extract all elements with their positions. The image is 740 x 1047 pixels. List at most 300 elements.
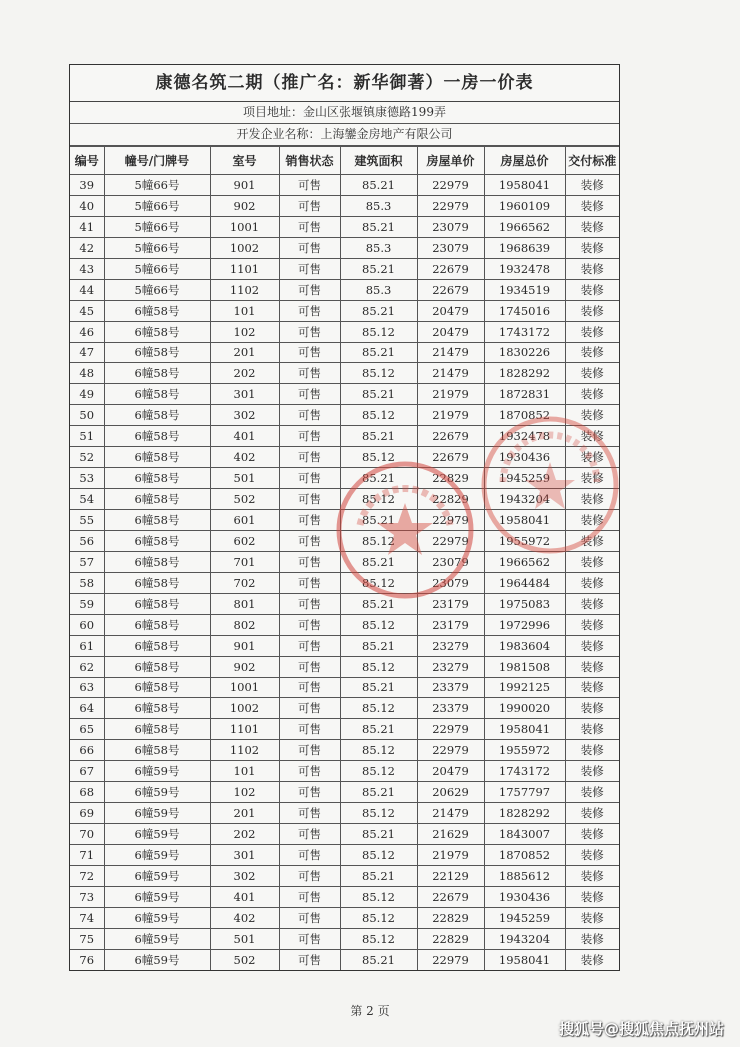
- building-door-cell: 6幢59号: [104, 824, 210, 845]
- delivery-standard-cell: 装修: [565, 928, 619, 949]
- building-door-cell: 6幢59号: [104, 865, 210, 886]
- column-header: 房屋总价: [484, 147, 565, 175]
- unit-price-cell: 22129: [417, 865, 484, 886]
- total-price-cell: 1972996: [484, 614, 565, 635]
- building-door-cell: 6幢58号: [104, 677, 210, 698]
- unit-price-cell: 23279: [417, 656, 484, 677]
- row-number-cell: 54: [70, 489, 104, 510]
- sale-status-cell: 可售: [279, 740, 340, 761]
- area-cell: 85.3: [340, 237, 417, 258]
- area-cell: 85.12: [340, 698, 417, 719]
- row-number-cell: 44: [70, 279, 104, 300]
- building-door-cell: 6幢58号: [104, 300, 210, 321]
- room-cell: 201: [210, 342, 279, 363]
- total-price-cell: 1966562: [484, 216, 565, 237]
- room-cell: 201: [210, 803, 279, 824]
- sale-status-cell: 可售: [279, 803, 340, 824]
- area-cell: 85.12: [340, 572, 417, 593]
- building-door-cell: 6幢58号: [104, 321, 210, 342]
- row-number-cell: 49: [70, 384, 104, 405]
- sale-status-cell: 可售: [279, 510, 340, 531]
- sale-status-cell: 可售: [279, 907, 340, 928]
- total-price-cell: 1870852: [484, 405, 565, 426]
- row-number-cell: 41: [70, 216, 104, 237]
- room-cell: 1001: [210, 677, 279, 698]
- unit-price-cell: 22679: [417, 886, 484, 907]
- delivery-standard-cell: 装修: [565, 677, 619, 698]
- delivery-standard-cell: 装修: [565, 216, 619, 237]
- sale-status-cell: 可售: [279, 530, 340, 551]
- delivery-standard-cell: 装修: [565, 195, 619, 216]
- building-door-cell: 6幢59号: [104, 928, 210, 949]
- delivery-standard-cell: 装修: [565, 949, 619, 969]
- row-number-cell: 53: [70, 468, 104, 489]
- table-row: [70, 656, 619, 677]
- building-door-cell: 6幢59号: [104, 803, 210, 824]
- table-row: [70, 698, 619, 719]
- unit-price-cell: 20629: [417, 782, 484, 803]
- row-number-cell: 58: [70, 572, 104, 593]
- sale-status-cell: 可售: [279, 949, 340, 969]
- building-door-cell: 6幢59号: [104, 845, 210, 866]
- area-cell: 85.12: [340, 740, 417, 761]
- unit-price-cell: 22829: [417, 928, 484, 949]
- source-watermark: 搜狐号@搜狐焦点抚州站: [558, 1020, 724, 1038]
- sale-status-cell: 可售: [279, 363, 340, 384]
- sale-status-cell: 可售: [279, 761, 340, 782]
- unit-price-cell: 21979: [417, 384, 484, 405]
- room-cell: 901: [210, 175, 279, 196]
- sale-status-cell: 可售: [279, 195, 340, 216]
- room-cell: 301: [210, 384, 279, 405]
- total-price-cell: 1992125: [484, 677, 565, 698]
- column-header: 销售状态: [279, 147, 340, 175]
- sale-status-cell: 可售: [279, 614, 340, 635]
- total-price-cell: 1966562: [484, 551, 565, 572]
- sale-status-cell: 可售: [279, 279, 340, 300]
- delivery-standard-cell: 装修: [565, 907, 619, 928]
- unit-price-cell: 23379: [417, 677, 484, 698]
- sale-status-cell: 可售: [279, 489, 340, 510]
- room-cell: 802: [210, 614, 279, 635]
- table-row: [70, 865, 619, 886]
- unit-price-cell: 21479: [417, 363, 484, 384]
- building-door-cell: 6幢58号: [104, 405, 210, 426]
- room-cell: 202: [210, 824, 279, 845]
- table-row: [70, 216, 619, 237]
- area-cell: 85.21: [340, 949, 417, 969]
- developer-name: 开发企业名称：上海鑾金房地产有限公司: [70, 124, 619, 146]
- table-row: [70, 824, 619, 845]
- row-number-cell: 62: [70, 656, 104, 677]
- table-row: [70, 886, 619, 907]
- building-door-cell: 6幢58号: [104, 342, 210, 363]
- delivery-standard-cell: 装修: [565, 175, 619, 196]
- area-cell: 85.12: [340, 761, 417, 782]
- total-price-cell: 1958041: [484, 719, 565, 740]
- unit-price-cell: 22979: [417, 510, 484, 531]
- delivery-standard-cell: 装修: [565, 384, 619, 405]
- building-door-cell: 6幢58号: [104, 635, 210, 656]
- area-cell: 85.21: [340, 510, 417, 531]
- row-number-cell: 57: [70, 551, 104, 572]
- area-cell: 85.3: [340, 195, 417, 216]
- building-door-cell: 6幢58号: [104, 698, 210, 719]
- total-price-cell: 1955972: [484, 530, 565, 551]
- row-number-cell: 76: [70, 949, 104, 969]
- table-row: [70, 593, 619, 614]
- building-door-cell: 5幢66号: [104, 195, 210, 216]
- building-door-cell: 6幢58号: [104, 740, 210, 761]
- total-price-cell: 1828292: [484, 363, 565, 384]
- total-price-cell: 1934519: [484, 279, 565, 300]
- delivery-standard-cell: 装修: [565, 886, 619, 907]
- table-row: [70, 782, 619, 803]
- total-price-cell: 1870852: [484, 845, 565, 866]
- table-row: [70, 321, 619, 342]
- table-row: [70, 447, 619, 468]
- delivery-standard-cell: 装修: [565, 321, 619, 342]
- room-cell: 1102: [210, 740, 279, 761]
- sale-status-cell: 可售: [279, 698, 340, 719]
- room-cell: 402: [210, 907, 279, 928]
- row-number-cell: 70: [70, 824, 104, 845]
- sale-status-cell: 可售: [279, 447, 340, 468]
- row-number-cell: 40: [70, 195, 104, 216]
- building-door-cell: 6幢58号: [104, 510, 210, 531]
- total-price-cell: 1958041: [484, 510, 565, 531]
- room-cell: 101: [210, 761, 279, 782]
- unit-price-cell: 22829: [417, 489, 484, 510]
- room-cell: 202: [210, 363, 279, 384]
- area-cell: 85.21: [340, 342, 417, 363]
- delivery-standard-cell: 装修: [565, 405, 619, 426]
- table-row: [70, 426, 619, 447]
- sale-status-cell: 可售: [279, 824, 340, 845]
- total-price-cell: 1930436: [484, 886, 565, 907]
- sale-status-cell: 可售: [279, 782, 340, 803]
- total-price-cell: 1757797: [484, 782, 565, 803]
- unit-price-cell: 22979: [417, 195, 484, 216]
- column-header: 交付标准: [565, 147, 619, 175]
- row-number-cell: 72: [70, 865, 104, 886]
- row-number-cell: 50: [70, 405, 104, 426]
- table-row: [70, 530, 619, 551]
- unit-price-cell: 23279: [417, 635, 484, 656]
- unit-price-cell: 21479: [417, 803, 484, 824]
- unit-price-cell: 23079: [417, 216, 484, 237]
- total-price-cell: 1945259: [484, 907, 565, 928]
- building-door-cell: 5幢66号: [104, 258, 210, 279]
- table-row: [70, 677, 619, 698]
- total-price-cell: 1828292: [484, 803, 565, 824]
- sale-status-cell: 可售: [279, 300, 340, 321]
- column-header: 室号: [210, 147, 279, 175]
- delivery-standard-cell: 装修: [565, 363, 619, 384]
- row-number-cell: 69: [70, 803, 104, 824]
- delivery-standard-cell: 装修: [565, 845, 619, 866]
- area-cell: 85.21: [340, 635, 417, 656]
- total-price-cell: 1968639: [484, 237, 565, 258]
- delivery-standard-cell: 装修: [565, 300, 619, 321]
- building-door-cell: 6幢58号: [104, 719, 210, 740]
- building-door-cell: 6幢58号: [104, 551, 210, 572]
- unit-price-cell: 20479: [417, 300, 484, 321]
- sale-status-cell: 可售: [279, 865, 340, 886]
- total-price-cell: 1975083: [484, 593, 565, 614]
- column-header: 建筑面积: [340, 147, 417, 175]
- building-door-cell: 6幢58号: [104, 426, 210, 447]
- row-number-cell: 68: [70, 782, 104, 803]
- unit-price-cell: 22679: [417, 447, 484, 468]
- unit-price-cell: 20479: [417, 761, 484, 782]
- total-price-cell: 1745016: [484, 300, 565, 321]
- column-header: 幢号/门牌号: [104, 147, 210, 175]
- row-number-cell: 61: [70, 635, 104, 656]
- row-number-cell: 66: [70, 740, 104, 761]
- column-header: 编号: [70, 147, 104, 175]
- row-number-cell: 46: [70, 321, 104, 342]
- table-row: [70, 845, 619, 866]
- delivery-standard-cell: 装修: [565, 342, 619, 363]
- total-price-cell: 1958041: [484, 949, 565, 969]
- row-number-cell: 55: [70, 510, 104, 531]
- sale-status-cell: 可售: [279, 384, 340, 405]
- delivery-standard-cell: 装修: [565, 551, 619, 572]
- row-number-cell: 65: [70, 719, 104, 740]
- table-body: [70, 175, 619, 970]
- table-row: [70, 175, 619, 196]
- row-number-cell: 64: [70, 698, 104, 719]
- total-price-cell: 1960109: [484, 195, 565, 216]
- room-cell: 1101: [210, 719, 279, 740]
- area-cell: 85.12: [340, 614, 417, 635]
- table-row: [70, 949, 619, 969]
- table-row: [70, 907, 619, 928]
- delivery-standard-cell: 装修: [565, 740, 619, 761]
- room-cell: 402: [210, 447, 279, 468]
- area-cell: 85.3: [340, 279, 417, 300]
- unit-price-cell: 22979: [417, 530, 484, 551]
- building-door-cell: 6幢58号: [104, 530, 210, 551]
- area-cell: 85.21: [340, 216, 417, 237]
- table-row: [70, 572, 619, 593]
- sale-status-cell: 可售: [279, 237, 340, 258]
- delivery-standard-cell: 装修: [565, 824, 619, 845]
- room-cell: 102: [210, 321, 279, 342]
- delivery-standard-cell: 装修: [565, 468, 619, 489]
- delivery-standard-cell: 装修: [565, 865, 619, 886]
- unit-price-cell: 21979: [417, 845, 484, 866]
- total-price-cell: 1830226: [484, 342, 565, 363]
- delivery-standard-cell: 装修: [565, 635, 619, 656]
- delivery-standard-cell: 装修: [565, 426, 619, 447]
- table-row: [70, 342, 619, 363]
- sale-status-cell: 可售: [279, 928, 340, 949]
- unit-price-cell: 22979: [417, 175, 484, 196]
- room-cell: 601: [210, 510, 279, 531]
- table-row: [70, 300, 619, 321]
- unit-price-cell: 23379: [417, 698, 484, 719]
- building-door-cell: 6幢58号: [104, 363, 210, 384]
- document-title: 康德名筑二期（推广名：新华御著）一房一价表: [70, 65, 619, 102]
- total-price-cell: 1932478: [484, 258, 565, 279]
- total-price-cell: 1943204: [484, 489, 565, 510]
- total-price-cell: 1981508: [484, 656, 565, 677]
- row-number-cell: 75: [70, 928, 104, 949]
- sale-status-cell: 可售: [279, 551, 340, 572]
- total-price-cell: 1955972: [484, 740, 565, 761]
- delivery-standard-cell: 装修: [565, 510, 619, 531]
- table-row: [70, 635, 619, 656]
- room-cell: 1101: [210, 258, 279, 279]
- room-cell: 101: [210, 300, 279, 321]
- unit-price-cell: 23079: [417, 237, 484, 258]
- sale-status-cell: 可售: [279, 845, 340, 866]
- unit-price-cell: 23079: [417, 551, 484, 572]
- room-cell: 501: [210, 928, 279, 949]
- delivery-standard-cell: 装修: [565, 698, 619, 719]
- building-door-cell: 6幢58号: [104, 384, 210, 405]
- unit-price-cell: 22979: [417, 740, 484, 761]
- sale-status-cell: 可售: [279, 677, 340, 698]
- area-cell: 85.21: [340, 175, 417, 196]
- area-cell: 85.21: [340, 677, 417, 698]
- area-cell: 85.12: [340, 803, 417, 824]
- total-price-cell: 1885612: [484, 865, 565, 886]
- room-cell: 401: [210, 886, 279, 907]
- building-door-cell: 6幢59号: [104, 886, 210, 907]
- room-cell: 902: [210, 195, 279, 216]
- unit-price-cell: 22829: [417, 468, 484, 489]
- row-number-cell: 48: [70, 363, 104, 384]
- unit-price-cell: 22679: [417, 426, 484, 447]
- sale-status-cell: 可售: [279, 656, 340, 677]
- area-cell: 85.21: [340, 300, 417, 321]
- room-cell: 602: [210, 530, 279, 551]
- project-address: 项目地址：金山区张堰镇康德路199弄: [70, 102, 619, 124]
- area-cell: 85.12: [340, 447, 417, 468]
- table-row: [70, 384, 619, 405]
- area-cell: 85.12: [340, 656, 417, 677]
- unit-price-cell: 21629: [417, 824, 484, 845]
- building-door-cell: 5幢66号: [104, 216, 210, 237]
- building-door-cell: 6幢59号: [104, 907, 210, 928]
- unit-price-cell: 21979: [417, 405, 484, 426]
- building-door-cell: 6幢58号: [104, 572, 210, 593]
- table-header-row: [70, 147, 619, 175]
- room-cell: 801: [210, 593, 279, 614]
- sale-status-cell: 可售: [279, 321, 340, 342]
- delivery-standard-cell: 装修: [565, 593, 619, 614]
- table-row: [70, 363, 619, 384]
- room-cell: 502: [210, 489, 279, 510]
- sale-status-cell: 可售: [279, 426, 340, 447]
- room-cell: 901: [210, 635, 279, 656]
- unit-price-cell: 23179: [417, 614, 484, 635]
- row-number-cell: 67: [70, 761, 104, 782]
- building-door-cell: 6幢59号: [104, 949, 210, 969]
- delivery-standard-cell: 装修: [565, 279, 619, 300]
- unit-price-cell: 22979: [417, 949, 484, 969]
- row-number-cell: 43: [70, 258, 104, 279]
- room-cell: 701: [210, 551, 279, 572]
- delivery-standard-cell: 装修: [565, 447, 619, 468]
- area-cell: 85.21: [340, 551, 417, 572]
- page-number: 第 2 页: [350, 1004, 390, 1018]
- total-price-cell: 1932478: [484, 426, 565, 447]
- unit-price-cell: 20479: [417, 321, 484, 342]
- table-row: [70, 195, 619, 216]
- total-price-cell: 1943204: [484, 928, 565, 949]
- row-number-cell: 59: [70, 593, 104, 614]
- row-number-cell: 42: [70, 237, 104, 258]
- area-cell: 85.12: [340, 845, 417, 866]
- total-price-cell: 1964484: [484, 572, 565, 593]
- area-cell: 85.21: [340, 593, 417, 614]
- room-cell: 501: [210, 468, 279, 489]
- delivery-standard-cell: 装修: [565, 572, 619, 593]
- row-number-cell: 71: [70, 845, 104, 866]
- column-header: 房屋单价: [417, 147, 484, 175]
- area-cell: 85.21: [340, 824, 417, 845]
- building-door-cell: 6幢58号: [104, 656, 210, 677]
- sale-status-cell: 可售: [279, 468, 340, 489]
- room-cell: 301: [210, 845, 279, 866]
- room-cell: 702: [210, 572, 279, 593]
- total-price-cell: 1872831: [484, 384, 565, 405]
- building-door-cell: 6幢59号: [104, 761, 210, 782]
- room-cell: 102: [210, 782, 279, 803]
- room-cell: 302: [210, 405, 279, 426]
- delivery-standard-cell: 装修: [565, 803, 619, 824]
- unit-price-cell: 21479: [417, 342, 484, 363]
- table-row: [70, 405, 619, 426]
- table-row: [70, 803, 619, 824]
- room-cell: 1002: [210, 237, 279, 258]
- area-cell: 85.12: [340, 907, 417, 928]
- delivery-standard-cell: 装修: [565, 719, 619, 740]
- area-cell: 85.21: [340, 719, 417, 740]
- room-cell: 1102: [210, 279, 279, 300]
- total-price-cell: 1990020: [484, 698, 565, 719]
- table-row: [70, 237, 619, 258]
- total-price-cell: 1958041: [484, 175, 565, 196]
- row-number-cell: 51: [70, 426, 104, 447]
- unit-price-cell: 22679: [417, 279, 484, 300]
- sale-status-cell: 可售: [279, 593, 340, 614]
- row-number-cell: 73: [70, 886, 104, 907]
- table-row: [70, 551, 619, 572]
- delivery-standard-cell: 装修: [565, 258, 619, 279]
- delivery-standard-cell: 装修: [565, 530, 619, 551]
- area-cell: 85.21: [340, 865, 417, 886]
- area-cell: 85.12: [340, 530, 417, 551]
- total-price-cell: 1743172: [484, 321, 565, 342]
- area-cell: 85.21: [340, 426, 417, 447]
- sale-status-cell: 可售: [279, 886, 340, 907]
- area-cell: 85.12: [340, 886, 417, 907]
- room-cell: 1002: [210, 698, 279, 719]
- delivery-standard-cell: 装修: [565, 237, 619, 258]
- area-cell: 85.12: [340, 489, 417, 510]
- building-door-cell: 6幢58号: [104, 468, 210, 489]
- table-row: [70, 279, 619, 300]
- table-row: [70, 719, 619, 740]
- row-number-cell: 39: [70, 175, 104, 196]
- sale-status-cell: 可售: [279, 258, 340, 279]
- table-row: [70, 258, 619, 279]
